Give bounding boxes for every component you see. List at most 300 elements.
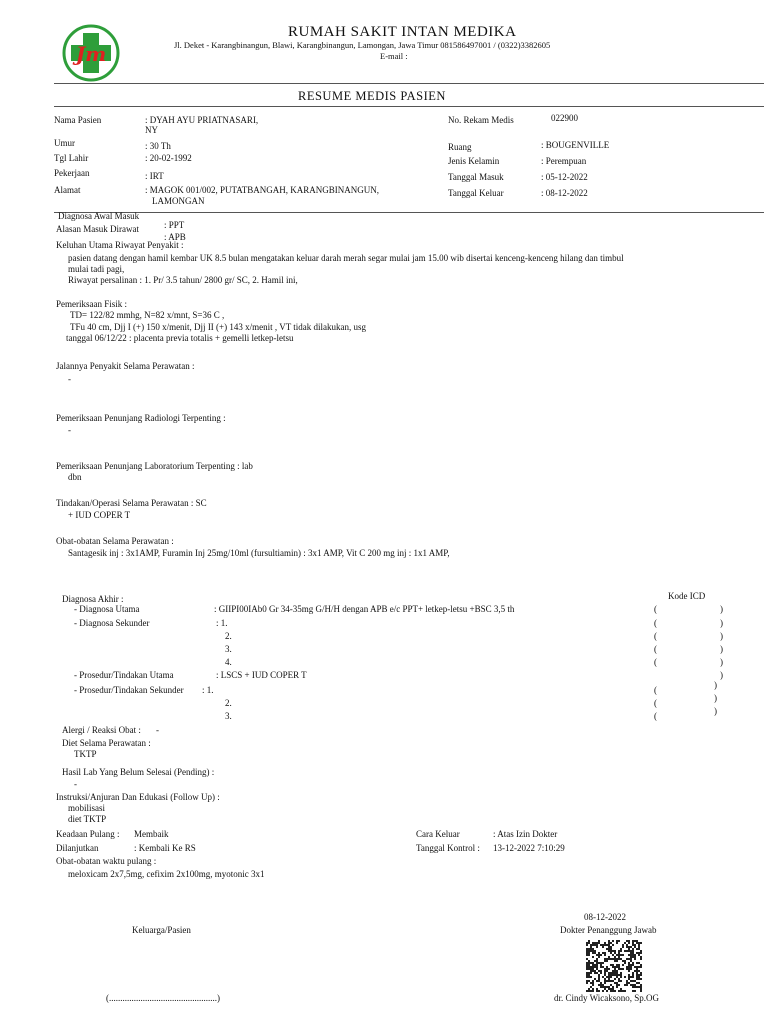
qr-module bbox=[636, 972, 638, 974]
prosedur-sekunder-2: 2. bbox=[225, 698, 232, 708]
qr-module bbox=[590, 968, 592, 970]
qr-module bbox=[606, 944, 608, 946]
diagnosa-utama-value: : GIIPI00IAb0 Gr 34-35mg G/H/H dengan APB e/c PPT+ letkep-letsu +BSC 3,5 th bbox=[214, 604, 515, 614]
qr-module bbox=[586, 948, 588, 950]
qr-module bbox=[632, 974, 634, 976]
qr-module bbox=[634, 970, 636, 972]
qr-module bbox=[622, 964, 624, 966]
qr-module bbox=[586, 950, 588, 952]
qr-module bbox=[596, 944, 598, 946]
icd-bracket-close: ) bbox=[714, 680, 717, 690]
qr-module bbox=[620, 948, 622, 950]
qr-module bbox=[636, 978, 638, 980]
qr-module bbox=[610, 980, 612, 982]
icd-bracket-close: ) bbox=[720, 657, 723, 667]
qr-module bbox=[628, 974, 630, 976]
qr-module bbox=[608, 940, 610, 942]
qr-module bbox=[592, 980, 594, 982]
qr-module bbox=[614, 968, 616, 970]
qr-module bbox=[588, 962, 590, 964]
qr-module bbox=[598, 970, 600, 972]
qr-module bbox=[628, 964, 630, 966]
qr-module bbox=[622, 946, 624, 948]
qr-module bbox=[610, 942, 612, 944]
qr-module bbox=[636, 948, 638, 950]
qr-module bbox=[620, 972, 622, 974]
laboratorium-label: Pemeriksaan Penunjang Laboratorium Terpenting : lab bbox=[56, 461, 253, 471]
qr-module bbox=[586, 980, 588, 982]
qr-module bbox=[638, 970, 640, 972]
qr-module bbox=[586, 968, 588, 970]
icd-bracket-close: ) bbox=[720, 631, 723, 641]
qr-module bbox=[608, 968, 610, 970]
qr-module bbox=[598, 956, 600, 958]
nama-value: : DYAH AYU PRIATNASARI, bbox=[145, 115, 259, 125]
qr-module bbox=[636, 970, 638, 972]
qr-module bbox=[624, 976, 626, 978]
qr-module bbox=[632, 950, 634, 952]
qr-module bbox=[588, 950, 590, 952]
qr-module bbox=[630, 984, 632, 986]
pekerjaan-value: : IRT bbox=[145, 171, 164, 181]
qr-module bbox=[592, 990, 594, 992]
qr-module bbox=[618, 984, 620, 986]
qr-module bbox=[640, 988, 642, 990]
qr-module bbox=[588, 948, 590, 950]
qr-module bbox=[632, 962, 634, 964]
diagnosa-sekunder-2: 2. bbox=[225, 631, 232, 641]
qr-module bbox=[598, 980, 600, 982]
qr-module bbox=[606, 958, 608, 960]
qr-module bbox=[594, 950, 596, 952]
icd-bracket-open: ( bbox=[654, 604, 657, 614]
tanggal-kontrol-value: 13-12-2022 7:10:29 bbox=[493, 843, 565, 853]
qr-module bbox=[640, 964, 642, 966]
qr-module bbox=[604, 988, 606, 990]
qr-module bbox=[598, 978, 600, 980]
qr-code bbox=[586, 940, 642, 992]
radiologi-label: Pemeriksaan Penunjang Radiologi Terpenting : bbox=[56, 413, 226, 423]
qr-module bbox=[634, 956, 636, 958]
qr-module bbox=[592, 942, 594, 944]
qr-module bbox=[634, 954, 636, 956]
alasan-masuk-label: Alasan Masuk Dirawat bbox=[56, 224, 139, 234]
qr-module bbox=[608, 944, 610, 946]
qr-module bbox=[630, 960, 632, 962]
qr-module bbox=[640, 986, 642, 988]
qr-module bbox=[612, 972, 614, 974]
qr-module bbox=[608, 986, 610, 988]
dokter-label: Dokter Penanggung Jawab bbox=[560, 925, 657, 935]
qr-module bbox=[626, 966, 628, 968]
alamat-label: Alamat bbox=[54, 185, 81, 195]
qr-module bbox=[610, 946, 612, 948]
dilanjutkan-value: : Kembali Ke RS bbox=[134, 843, 196, 853]
qr-module bbox=[614, 974, 616, 976]
qr-module bbox=[638, 966, 640, 968]
qr-module bbox=[616, 976, 618, 978]
icd-bracket-open: ( bbox=[654, 631, 657, 641]
header-divider bbox=[54, 83, 764, 84]
qr-module bbox=[594, 972, 596, 974]
qr-module bbox=[610, 988, 612, 990]
qr-module bbox=[588, 990, 590, 992]
qr-module bbox=[598, 984, 600, 986]
qr-module bbox=[602, 990, 604, 992]
qr-module bbox=[612, 964, 614, 966]
qr-module bbox=[622, 990, 624, 992]
qr-module bbox=[614, 970, 616, 972]
tindakan-label: Tindakan/Operasi Selama Perawatan : SC bbox=[56, 498, 207, 508]
qr-module bbox=[592, 948, 594, 950]
qr-module bbox=[594, 964, 596, 966]
qr-module bbox=[588, 952, 590, 954]
tanggal-kontrol-label: Tanggal Kontrol : bbox=[416, 843, 480, 853]
qr-module bbox=[612, 944, 614, 946]
qr-module bbox=[634, 958, 636, 960]
qr-module bbox=[612, 940, 614, 942]
ruang-value: : BOUGENVILLE bbox=[541, 140, 610, 150]
page-title: RESUME MEDIS PASIEN bbox=[298, 89, 446, 103]
qr-module bbox=[596, 980, 598, 982]
qr-module bbox=[624, 984, 626, 986]
qr-module bbox=[594, 960, 596, 962]
qr-module bbox=[636, 952, 638, 954]
qr-module bbox=[612, 986, 614, 988]
qr-module bbox=[608, 946, 610, 948]
qr-module bbox=[636, 986, 638, 988]
keluhan-text-1: pasien datang dengan hamil kembar UK 8.5 bulan mengatakan keluar darah merah segar mulai jam 15.00 wib disertai kenceng-kenceng hilang dan timbul bbox=[68, 253, 624, 263]
qr-module bbox=[606, 990, 608, 992]
qr-module bbox=[612, 958, 614, 960]
qr-module bbox=[604, 958, 606, 960]
qr-module bbox=[640, 958, 642, 960]
qr-module bbox=[632, 980, 634, 982]
prosedur-utama-value: : LSCS + IUD COPER T bbox=[216, 670, 307, 680]
kode-icd-label: Kode ICD bbox=[668, 591, 706, 601]
qr-module bbox=[614, 966, 616, 968]
icd-bracket-open: ( bbox=[654, 644, 657, 654]
qr-module bbox=[598, 976, 600, 978]
qr-module bbox=[588, 942, 590, 944]
qr-module bbox=[638, 944, 640, 946]
qr-module bbox=[630, 968, 632, 970]
qr-module bbox=[588, 980, 590, 982]
obat-pulang-value: meloxicam 2x7,5mg, cefixim 2x100mg, myotonic 3x1 bbox=[68, 869, 265, 879]
qr-module bbox=[628, 978, 630, 980]
nama-value-cont: NY bbox=[145, 125, 158, 135]
signature-date: 08-12-2022 bbox=[584, 912, 626, 922]
qr-module bbox=[626, 980, 628, 982]
qr-module bbox=[638, 978, 640, 980]
qr-module bbox=[618, 952, 620, 954]
qr-module bbox=[588, 988, 590, 990]
qr-module bbox=[618, 958, 620, 960]
qr-module bbox=[632, 954, 634, 956]
diagnosa-awal-label: Diagnosa Awal Masuk bbox=[58, 211, 140, 221]
qr-module bbox=[604, 942, 606, 944]
prosedur-sekunder-3: 3. bbox=[225, 711, 232, 721]
qr-module bbox=[594, 944, 596, 946]
qr-module bbox=[638, 974, 640, 976]
qr-module bbox=[614, 978, 616, 980]
qr-module bbox=[626, 968, 628, 970]
qr-module bbox=[622, 944, 624, 946]
keluarga-signature-line: (................................................) bbox=[106, 993, 220, 1003]
tgl-lahir-label: Tgl Lahir bbox=[54, 153, 89, 163]
alamat-value: : MAGOK 001/002, PUTATBANGAH, KARANGBINANGUN, bbox=[145, 185, 380, 195]
qr-module bbox=[590, 962, 592, 964]
qr-module bbox=[602, 976, 604, 978]
qr-module bbox=[590, 990, 592, 992]
qr-module bbox=[636, 966, 638, 968]
icd-bracket-open: ( bbox=[654, 618, 657, 628]
qr-module bbox=[636, 976, 638, 978]
qr-module bbox=[620, 980, 622, 982]
qr-module bbox=[592, 984, 594, 986]
qr-module bbox=[616, 960, 618, 962]
qr-module bbox=[634, 966, 636, 968]
qr-module bbox=[620, 950, 622, 952]
qr-module bbox=[612, 990, 614, 992]
qr-module bbox=[640, 956, 642, 958]
qr-module bbox=[638, 976, 640, 978]
icd-bracket-close: ) bbox=[714, 693, 717, 703]
qr-module bbox=[610, 972, 612, 974]
qr-module bbox=[634, 990, 636, 992]
tanggal-keluar-label: Tanggal Keluar bbox=[448, 188, 504, 198]
qr-module bbox=[616, 966, 618, 968]
qr-module bbox=[624, 990, 626, 992]
qr-module bbox=[618, 954, 620, 956]
qr-module bbox=[604, 980, 606, 982]
qr-module bbox=[612, 980, 614, 982]
qr-module bbox=[590, 966, 592, 968]
fisik-text-2: TFu 40 cm, Djj I (+) 150 x/menit, Djj II (+) 143 x/menit , VT tidak dilakukan, usg bbox=[70, 322, 367, 332]
jalannya-penyakit-label: Jalannya Penyakit Selama Perawatan : bbox=[56, 361, 195, 371]
qr-module bbox=[616, 986, 618, 988]
qr-module bbox=[602, 966, 604, 968]
jalannya-penyakit-value: - bbox=[68, 374, 71, 384]
qr-module bbox=[610, 984, 612, 986]
qr-module bbox=[586, 952, 588, 954]
qr-module bbox=[630, 946, 632, 948]
qr-module bbox=[614, 952, 616, 954]
qr-module bbox=[632, 990, 634, 992]
qr-module bbox=[602, 952, 604, 954]
qr-module bbox=[618, 940, 620, 942]
qr-module bbox=[606, 966, 608, 968]
qr-module bbox=[588, 940, 590, 942]
qr-module bbox=[606, 980, 608, 982]
qr-module bbox=[600, 966, 602, 968]
pekerjaan-label: Pekerjaan bbox=[54, 168, 90, 178]
icd-bracket-close: ) bbox=[714, 706, 717, 716]
rekam-medis-label: No. Rekam Medis bbox=[448, 115, 514, 125]
qr-module bbox=[592, 950, 594, 952]
riwayat-persalinan: Riwayat persalinan : 1. Pr/ 3.5 tahun/ 2800 gr/ SC, 2. Hamil ini, bbox=[68, 275, 298, 285]
qr-module bbox=[620, 988, 622, 990]
qr-module bbox=[592, 968, 594, 970]
qr-module bbox=[596, 964, 598, 966]
qr-module bbox=[608, 988, 610, 990]
qr-module bbox=[596, 960, 598, 962]
qr-module bbox=[630, 956, 632, 958]
qr-module bbox=[636, 940, 638, 942]
qr-module bbox=[620, 990, 622, 992]
qr-module bbox=[596, 988, 598, 990]
prosedur-utama-label: - Prosedur/Tindakan Utama bbox=[74, 670, 174, 680]
qr-module bbox=[598, 940, 600, 942]
qr-module bbox=[626, 944, 628, 946]
qr-module bbox=[586, 990, 588, 992]
diagnosa-akhir-label: Diagnosa Akhir : bbox=[62, 594, 124, 604]
qr-module bbox=[628, 940, 630, 942]
qr-module bbox=[586, 964, 588, 966]
qr-module bbox=[606, 986, 608, 988]
qr-module bbox=[620, 954, 622, 956]
laboratorium-value: dbn bbox=[68, 472, 82, 482]
qr-module bbox=[632, 944, 634, 946]
qr-module bbox=[616, 982, 618, 984]
qr-module bbox=[638, 946, 640, 948]
qr-module bbox=[606, 960, 608, 962]
qr-module bbox=[592, 988, 594, 990]
qr-module bbox=[590, 970, 592, 972]
qr-module bbox=[600, 982, 602, 984]
qr-module bbox=[614, 950, 616, 952]
title-divider bbox=[54, 106, 764, 107]
qr-module bbox=[636, 982, 638, 984]
qr-module bbox=[632, 952, 634, 954]
diet-value: TKTP bbox=[74, 749, 97, 759]
dilanjutkan-label: Dilanjutkan bbox=[56, 843, 99, 853]
diet-label: Diet Selama Perawatan : bbox=[62, 738, 151, 748]
alasan-masuk-value: : APB bbox=[164, 232, 186, 242]
qr-module bbox=[638, 952, 640, 954]
qr-module bbox=[588, 968, 590, 970]
qr-module bbox=[598, 990, 600, 992]
qr-module bbox=[586, 954, 588, 956]
alergi-label: Alergi / Reaksi Obat : bbox=[62, 725, 141, 735]
diagnosa-sekunder-4: 4. bbox=[225, 657, 232, 667]
qr-module bbox=[640, 990, 642, 992]
tindakan-value: + IUD COPER T bbox=[68, 510, 131, 520]
qr-module bbox=[640, 974, 642, 976]
qr-module bbox=[588, 976, 590, 978]
qr-module bbox=[624, 950, 626, 952]
qr-module bbox=[586, 974, 588, 976]
dokter-name: dr. Cindy Wicaksono, Sp.OG bbox=[554, 993, 659, 1003]
qr-module bbox=[618, 980, 620, 982]
qr-module bbox=[590, 986, 592, 988]
ruang-label: Ruang bbox=[448, 142, 472, 152]
qr-module bbox=[610, 964, 612, 966]
obat-perawatan-label: Obat-obatan Selama Perawatan : bbox=[56, 536, 174, 546]
qr-module bbox=[632, 984, 634, 986]
qr-module bbox=[586, 962, 588, 964]
qr-module bbox=[596, 958, 598, 960]
qr-module bbox=[632, 940, 634, 942]
qr-module bbox=[616, 970, 618, 972]
qr-module bbox=[614, 990, 616, 992]
logo-text: Jm bbox=[75, 42, 107, 66]
qr-module bbox=[610, 990, 612, 992]
qr-module bbox=[590, 948, 592, 950]
qr-module bbox=[604, 982, 606, 984]
qr-module bbox=[624, 960, 626, 962]
qr-module bbox=[590, 982, 592, 984]
qr-module bbox=[596, 942, 598, 944]
qr-module bbox=[604, 954, 606, 956]
qr-module bbox=[592, 956, 594, 958]
qr-module bbox=[586, 958, 588, 960]
qr-module bbox=[596, 966, 598, 968]
qr-module bbox=[608, 976, 610, 978]
qr-module bbox=[616, 974, 618, 976]
qr-module bbox=[616, 972, 618, 974]
qr-module bbox=[586, 942, 588, 944]
tanggal-masuk-value: : 05-12-2022 bbox=[541, 172, 588, 182]
qr-module bbox=[614, 956, 616, 958]
icd-bracket-open: ( bbox=[654, 698, 657, 708]
qr-module bbox=[630, 954, 632, 956]
prosedur-sekunder-label: - Prosedur/Tindakan Sekunder bbox=[74, 685, 184, 695]
qr-module bbox=[620, 958, 622, 960]
qr-module bbox=[626, 958, 628, 960]
qr-module bbox=[634, 944, 636, 946]
qr-module bbox=[622, 954, 624, 956]
qr-module bbox=[594, 978, 596, 980]
qr-module bbox=[618, 978, 620, 980]
qr-module bbox=[630, 958, 632, 960]
qr-module bbox=[604, 944, 606, 946]
qr-module bbox=[592, 952, 594, 954]
icd-bracket-open: ( bbox=[654, 657, 657, 667]
qr-module bbox=[634, 940, 636, 942]
keadaan-pulang-label: Keadaan Pulang : bbox=[56, 829, 120, 839]
fisik-label: Pemeriksaan Fisik : bbox=[56, 299, 127, 309]
diagnosa-sekunder-1: : 1. bbox=[216, 618, 228, 628]
qr-module bbox=[640, 942, 642, 944]
qr-module bbox=[616, 942, 618, 944]
qr-module bbox=[632, 956, 634, 958]
obat-pulang-label: Obat-obatan waktu pulang : bbox=[56, 856, 157, 866]
radiologi-value: - bbox=[68, 425, 71, 435]
qr-module bbox=[592, 966, 594, 968]
nama-label: Nama Pasien bbox=[54, 115, 102, 125]
qr-module bbox=[590, 972, 592, 974]
qr-module bbox=[592, 944, 594, 946]
qr-module bbox=[610, 948, 612, 950]
qr-module bbox=[612, 966, 614, 968]
qr-module bbox=[598, 962, 600, 964]
qr-module bbox=[638, 962, 640, 964]
qr-module bbox=[628, 942, 630, 944]
qr-module bbox=[626, 984, 628, 986]
qr-module bbox=[640, 984, 642, 986]
qr-module bbox=[598, 952, 600, 954]
qr-module bbox=[612, 954, 614, 956]
qr-module bbox=[610, 950, 612, 952]
qr-module bbox=[608, 974, 610, 976]
qr-module bbox=[604, 968, 606, 970]
qr-module bbox=[614, 982, 616, 984]
qr-module bbox=[604, 970, 606, 972]
qr-module bbox=[618, 990, 620, 992]
qr-module bbox=[630, 966, 632, 968]
qr-module bbox=[638, 948, 640, 950]
